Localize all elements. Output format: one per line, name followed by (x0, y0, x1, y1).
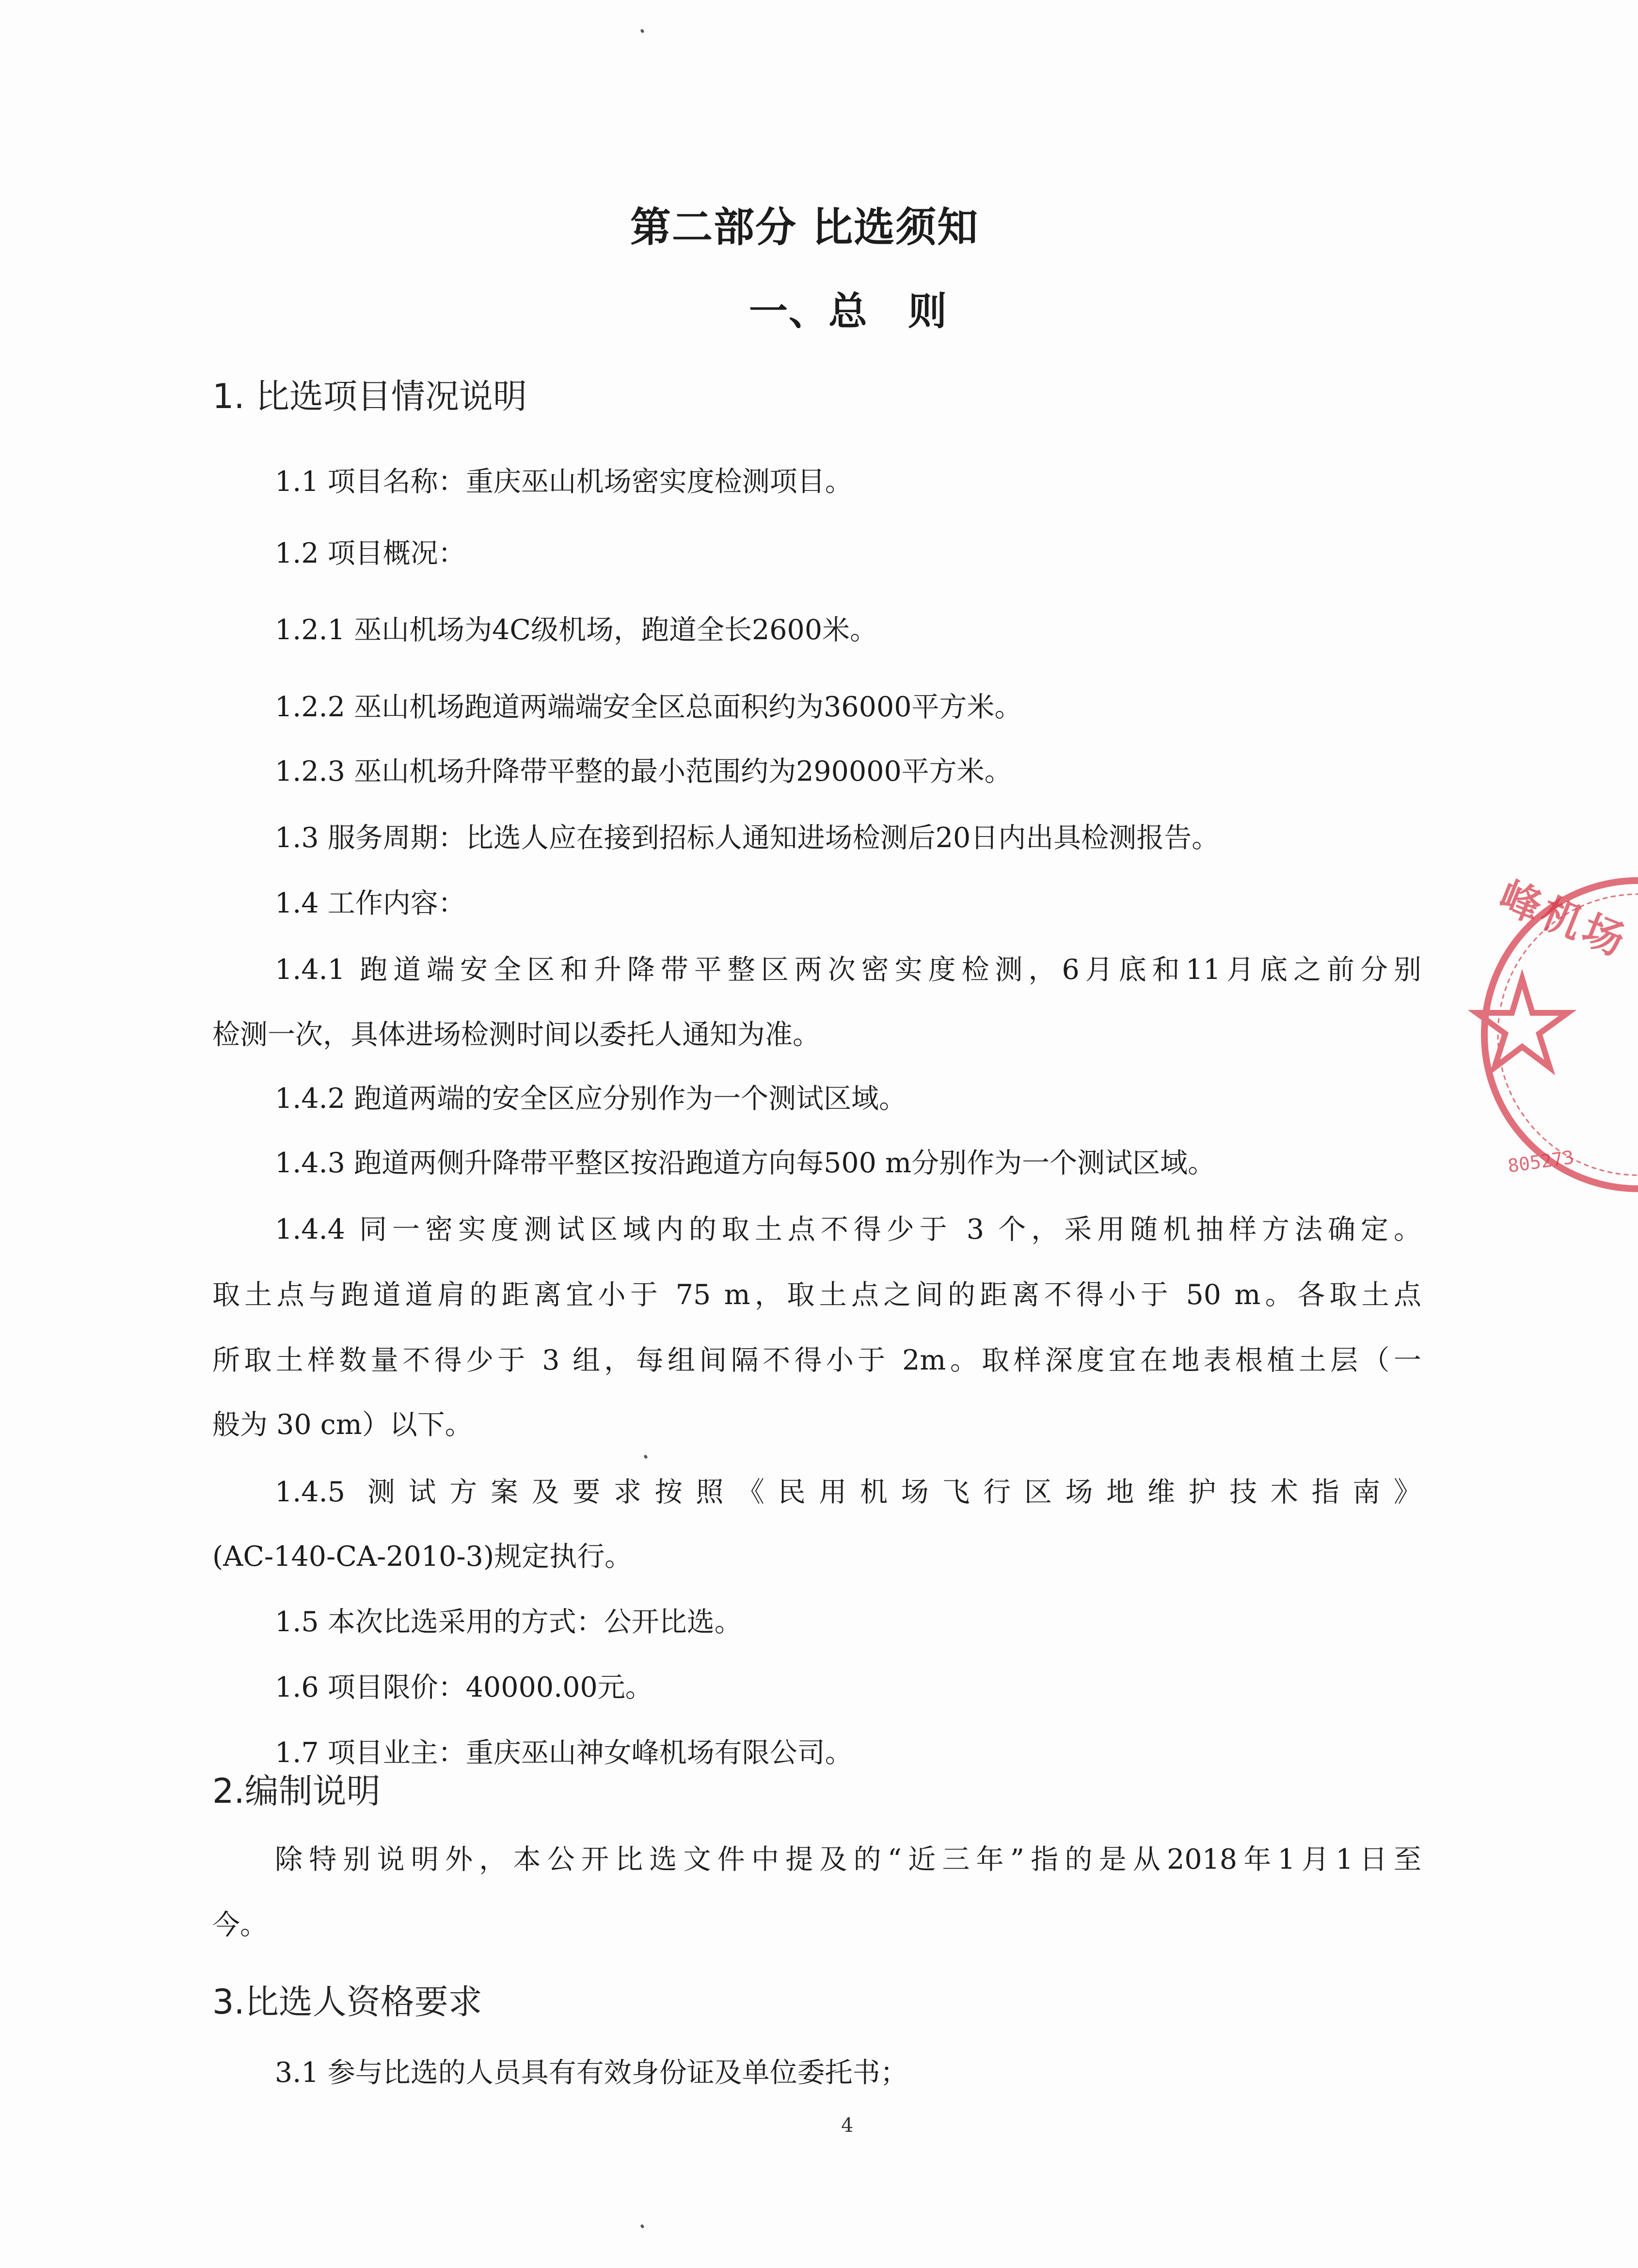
heading-project-description: 1. 比选项目情况说明 (212, 377, 527, 416)
heading-compilation-notes: 2.编制说明 (212, 1771, 381, 1811)
document-title: 第二部分 比选须知 (630, 204, 979, 251)
seal-text: 峰机场 (1493, 872, 1635, 966)
line-project-owner: 1.7 项目业主：重庆巫山神女峰机场有限公司。 (275, 1737, 853, 1769)
line-runway-strip: 1.2.3 巫山机场升降带平整的最小范围约为290000平方米。 (275, 756, 1012, 788)
line-work-1-4-4-cont3: 般为 30 cm）以下。 (212, 1409, 473, 1441)
line-project-name: 1.1 项目名称：重庆巫山机场密实度检测项目。 (275, 466, 853, 498)
line-qualification-3-1: 3.1 参与比选的人员具有有效身份证及单位委托书； (275, 2057, 908, 2089)
line-selection-method: 1.5 本次比选采用的方式：公开比选。 (275, 1606, 742, 1638)
line-work-1-4-1: 1.4.1 跑道端安全区和升降带平整区两次密实度检测，6月底和11月底之前分别 (275, 954, 1421, 986)
line-work-1-4-5: 1.4.5 测试方案及要求按照《民用机场飞行区场地维护技术指南》 (275, 1476, 1421, 1508)
line-notes: 除特别说明外，本公开比选文件中提及的“近三年”指的是从2018年1月1日至 (275, 1843, 1421, 1875)
line-work-1-4-2: 1.4.2 跑道两端的安全区应分别作为一个测试区域。 (275, 1083, 907, 1115)
line-work-1-4-3: 1.4.3 跑道两侧升降带平整区按沿跑道方向每500 m分别作为一个测试区域。 (275, 1147, 1216, 1179)
scan-speck (640, 2224, 645, 2229)
page-number: 4 (841, 2114, 854, 2137)
line-price-limit: 1.6 项目限价：40000.00元。 (275, 1671, 653, 1703)
scan-speck (640, 29, 645, 33)
line-work-1-4-5-cont: (AC-140-CA-2010-3)规定执行。 (212, 1541, 633, 1573)
line-airport-class: 1.2.1 巫山机场为4C级机场，跑道全长2600米。 (275, 614, 878, 646)
company-seal (1464, 867, 1635, 1207)
line-work-1-4-4-cont2: 所取土样数量不得少于 3 组，每组间隔不得小于 2m。取样深度宜在地表根植土层（一 (212, 1344, 1421, 1376)
section-heading: 一、总 则 (749, 289, 948, 334)
seal-number: 805273 (1506, 1146, 1575, 1177)
heading-qualification: 3.比选人资格要求 (212, 1982, 482, 2022)
line-safety-area: 1.2.2 巫山机场跑道两端端安全区总面积约为36000平方米。 (275, 691, 1022, 723)
line-work-content: 1.4 工作内容： (275, 887, 466, 919)
line-notes-cont: 今。 (212, 1909, 268, 1941)
line-service-period: 1.3 服务周期：比选人应在接到招标人通知进场检测后20日内出具检测报告。 (275, 822, 1220, 854)
line-work-1-4-4: 1.4.4 同一密实度测试区域内的取土点不得少于 3 个，采用随机抽样方法确定。 (275, 1213, 1421, 1245)
line-project-overview: 1.2 项目概况： (275, 537, 466, 569)
line-work-1-4-1-cont: 检测一次，具体进场检测时间以委托人通知为准。 (212, 1019, 820, 1051)
line-work-1-4-4-cont1: 取土点与跑道道肩的距离宜小于 75 m，取土点之间的距离不得小于 50 m。各取土点 (212, 1279, 1421, 1311)
scan-speck (643, 1454, 648, 1459)
